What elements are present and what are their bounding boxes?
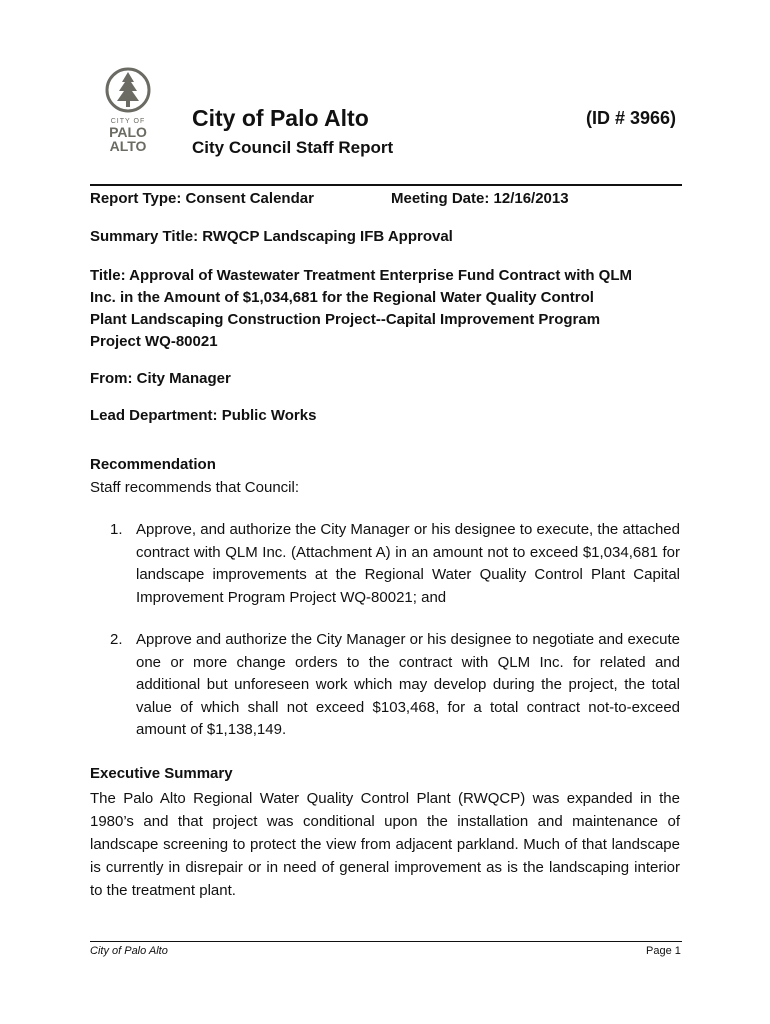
page-number: Page 1 (646, 945, 681, 957)
summary-title: Summary Title: RWQCP Landscaping IFB Approval (90, 228, 453, 245)
report-title-line: Title: Approval of Wastewater Treatment Enterprise Fund Contract with QLM (90, 267, 633, 284)
recommendation-intro: Staff recommends that Council: (90, 479, 299, 496)
list-item-number: 2. (110, 631, 123, 648)
page-subtitle: City Council Staff Report (192, 138, 394, 157)
list-item (110, 629, 680, 742)
from-line: From: City Manager (90, 370, 231, 387)
recommendation-list (110, 519, 680, 762)
list-item-text: Approve and authorize the City Manager or his designee to negotiate and execute one or more change orders to the contract with QLM Inc. for related and additional but unforeseen work which may develop during the project, the total value of which shall not exceed $103,468, for a total contract not-to-exceed amount of $1,138,149. (136, 631, 680, 738)
logo-line-palo: PALO (109, 124, 147, 140)
report-title (90, 265, 690, 353)
list-item-number: 1. (110, 521, 123, 538)
list-item (110, 519, 680, 609)
executive-summary-heading: Executive Summary (90, 765, 233, 782)
logo-wordmark (104, 118, 152, 153)
recommendation-heading: Recommendation (90, 456, 216, 473)
lead-department: Lead Department: Public Works (90, 407, 317, 424)
header-divider (90, 184, 682, 186)
report-title-line: Project WQ-80021 (90, 333, 218, 350)
report-title-line: Plant Landscaping Construction Project--Capital Improvement Program (90, 311, 601, 328)
page-title: City of Palo Alto (192, 105, 369, 131)
footer-divider (90, 941, 682, 942)
report-title-line: Inc. in the Amount of $1,034,681 for the Regional Water Quality Control (90, 289, 594, 306)
logo-line-alto: ALTO (109, 138, 147, 154)
document-id: (ID # 3966) (586, 108, 677, 128)
footer-organization: City of Palo Alto (90, 945, 168, 957)
meeting-date: Meeting Date: 12/16/2013 (391, 190, 569, 207)
list-item-text: Approve, and authorize the City Manager or his designee to execute, the attached contract with QLM Inc. (Attachment A) in an amount not to exceed $1,034,681 for landscape improvements at the Regional Water Quality Control Plant Capital Improvement Program Project WQ-80021; and (136, 521, 680, 606)
logo-line-city-of: CITY OF (110, 118, 146, 125)
report-type: Report Type: Consent Calendar (90, 190, 314, 207)
executive-summary-text: The Palo Alto Regional Water Quality Control Plant (RWQCP) was expanded in the 1980’s and that project was conditional upon the installation and maintenance of landscape screening to protect the view from adjacent parkland. Much of that landscape is currently in disrepair or in need of general improvement as is the landscaping interior to the treatment plant. (90, 790, 680, 899)
